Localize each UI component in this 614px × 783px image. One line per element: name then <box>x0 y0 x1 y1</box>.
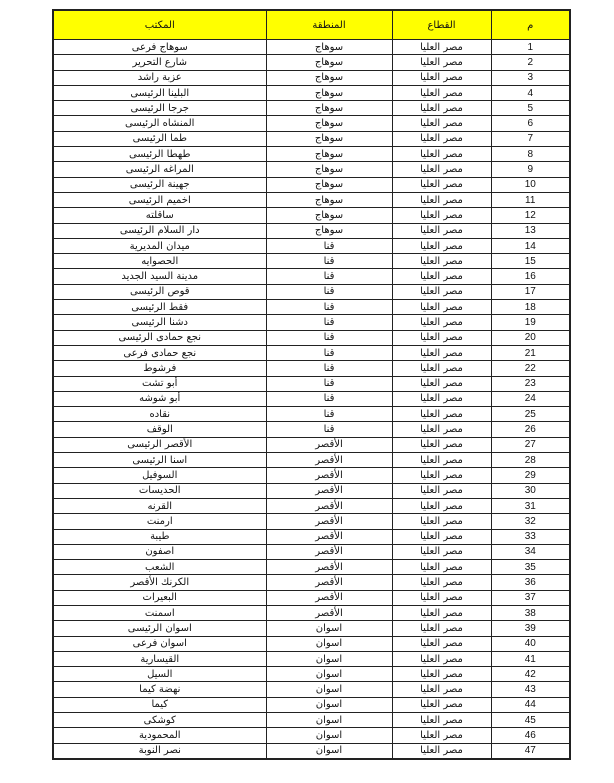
cell-num: 10 <box>491 177 570 192</box>
cell-office: القرنه <box>53 498 266 513</box>
cell-sector: مصر العليا <box>392 116 491 131</box>
cell-num: 20 <box>491 330 570 345</box>
cell-sector: مصر العليا <box>392 55 491 70</box>
cell-num: 3 <box>491 70 570 85</box>
cell-num: 45 <box>491 713 570 728</box>
cell-sector: مصر العليا <box>392 437 491 452</box>
table-row <box>53 254 570 269</box>
cell-office: الأقصر الرئيسى <box>53 437 266 452</box>
cell-sector: مصر العليا <box>392 391 491 406</box>
cell-num: 11 <box>491 192 570 207</box>
cell-office: ميدان المديرية <box>53 238 266 253</box>
cell-office: طما الرئيسى <box>53 131 266 146</box>
cell-sector: مصر العليا <box>392 223 491 238</box>
cell-num: 2 <box>491 55 570 70</box>
cell-num: 36 <box>491 575 570 590</box>
cell-region: سوهاج <box>266 177 392 192</box>
cell-sector: مصر العليا <box>392 529 491 544</box>
table-row <box>53 391 570 406</box>
cell-sector: مصر العليا <box>392 177 491 192</box>
cell-region: سوهاج <box>266 208 392 223</box>
cell-region: الأقصر <box>266 575 392 590</box>
table-row <box>53 743 570 759</box>
table-row <box>53 483 570 498</box>
table-row <box>53 315 570 330</box>
cell-sector: مصر العليا <box>392 269 491 284</box>
cell-region: الأقصر <box>266 468 392 483</box>
table-row <box>53 361 570 376</box>
cell-num: 29 <box>491 468 570 483</box>
cell-num: 39 <box>491 621 570 636</box>
cell-region: اسوان <box>266 667 392 682</box>
header-region: المنطقة <box>266 10 392 40</box>
cell-office: القيسارية <box>53 651 266 666</box>
cell-office: الشعب <box>53 560 266 575</box>
cell-region: قنا <box>266 254 392 269</box>
cell-office: اصفون <box>53 544 266 559</box>
cell-region: قنا <box>266 315 392 330</box>
cell-region: اسوان <box>266 743 392 759</box>
table-row <box>53 468 570 483</box>
table-row <box>53 116 570 131</box>
cell-office: الكرنك الأقصر <box>53 575 266 590</box>
cell-num: 8 <box>491 147 570 162</box>
cell-sector: مصر العليا <box>392 514 491 529</box>
cell-num: 4 <box>491 85 570 100</box>
cell-sector: مصر العليا <box>392 682 491 697</box>
cell-sector: مصر العليا <box>392 70 491 85</box>
cell-region: قنا <box>266 376 392 391</box>
cell-office: اخميم الرئيسى <box>53 192 266 207</box>
cell-sector: مصر العليا <box>392 238 491 253</box>
table-row <box>53 560 570 575</box>
cell-sector: مصر العليا <box>392 743 491 759</box>
table-row <box>53 728 570 743</box>
cell-sector: مصر العليا <box>392 713 491 728</box>
cell-num: 22 <box>491 361 570 376</box>
cell-office: أبو شوشه <box>53 391 266 406</box>
cell-num: 31 <box>491 498 570 513</box>
cell-office: اسوان الرئيسى <box>53 621 266 636</box>
cell-num: 6 <box>491 116 570 131</box>
cell-office: السوفيل <box>53 468 266 483</box>
cell-num: 1 <box>491 40 570 55</box>
cell-region: الأقصر <box>266 498 392 513</box>
cell-sector: مصر العليا <box>392 162 491 177</box>
table-row <box>53 575 570 590</box>
table-row <box>53 407 570 422</box>
table-row <box>53 208 570 223</box>
cell-sector: مصر العليا <box>392 636 491 651</box>
cell-office: اسوان فرعى <box>53 636 266 651</box>
table-row <box>53 101 570 116</box>
table-row <box>53 70 570 85</box>
cell-sector: مصر العليا <box>392 376 491 391</box>
table-row <box>53 651 570 666</box>
cell-num: 38 <box>491 605 570 620</box>
cell-num: 34 <box>491 544 570 559</box>
cell-office: جرجا الرئيسى <box>53 101 266 116</box>
cell-num: 30 <box>491 483 570 498</box>
cell-num: 33 <box>491 529 570 544</box>
cell-region: قنا <box>266 238 392 253</box>
table-row <box>53 376 570 391</box>
cell-num: 15 <box>491 254 570 269</box>
cell-region: اسوان <box>266 651 392 666</box>
cell-office: نجع حمادى فرعى <box>53 345 266 360</box>
cell-sector: مصر العليا <box>392 697 491 712</box>
cell-office: كوشكى <box>53 713 266 728</box>
cell-num: 16 <box>491 269 570 284</box>
cell-sector: مصر العليا <box>392 667 491 682</box>
table-row <box>53 345 570 360</box>
cell-sector: مصر العليا <box>392 254 491 269</box>
cell-sector: مصر العليا <box>392 147 491 162</box>
table-row <box>53 85 570 100</box>
table-row <box>53 131 570 146</box>
cell-region: الأقصر <box>266 590 392 605</box>
cell-region: قنا <box>266 284 392 299</box>
table-row <box>53 238 570 253</box>
table-row <box>53 162 570 177</box>
cell-region: اسوان <box>266 682 392 697</box>
cell-office: دشنا الرئيسى <box>53 315 266 330</box>
cell-num: 5 <box>491 101 570 116</box>
cell-sector: مصر العليا <box>392 453 491 468</box>
cell-sector: مصر العليا <box>392 284 491 299</box>
table-row <box>53 192 570 207</box>
cell-office: الحصوايه <box>53 254 266 269</box>
cell-sector: مصر العليا <box>392 468 491 483</box>
cell-num: 13 <box>491 223 570 238</box>
table-row <box>53 697 570 712</box>
table-row <box>53 300 570 315</box>
cell-office: ارمنت <box>53 514 266 529</box>
header-row <box>53 10 570 40</box>
cell-office: المحمودية <box>53 728 266 743</box>
cell-sector: مصر العليا <box>392 101 491 116</box>
cell-region: الأقصر <box>266 514 392 529</box>
cell-sector: مصر العليا <box>392 605 491 620</box>
cell-sector: مصر العليا <box>392 345 491 360</box>
cell-region: الأقصر <box>266 529 392 544</box>
table-row <box>53 40 570 55</box>
cell-num: 14 <box>491 238 570 253</box>
cell-office: كيما <box>53 697 266 712</box>
cell-region: سوهاج <box>266 116 392 131</box>
cell-num: 41 <box>491 651 570 666</box>
cell-num: 17 <box>491 284 570 299</box>
cell-region: سوهاج <box>266 131 392 146</box>
cell-office: سوهاج فرعى <box>53 40 266 55</box>
cell-num: 7 <box>491 131 570 146</box>
cell-region: اسوان <box>266 728 392 743</box>
header-num: م <box>491 10 570 40</box>
table-row <box>53 590 570 605</box>
cell-office: اسمنت <box>53 605 266 620</box>
table-row <box>53 147 570 162</box>
cell-num: 35 <box>491 560 570 575</box>
cell-region: سوهاج <box>266 55 392 70</box>
cell-num: 43 <box>491 682 570 697</box>
cell-num: 47 <box>491 743 570 759</box>
cell-office: الوقف <box>53 422 266 437</box>
header-sector: القطاع <box>392 10 491 40</box>
cell-sector: مصر العليا <box>392 315 491 330</box>
cell-sector: مصر العليا <box>392 575 491 590</box>
table-row <box>53 682 570 697</box>
cell-region: سوهاج <box>266 101 392 116</box>
cell-sector: مصر العليا <box>392 422 491 437</box>
cell-region: الأقصر <box>266 605 392 620</box>
cell-region: سوهاج <box>266 192 392 207</box>
cell-sector: مصر العليا <box>392 40 491 55</box>
cell-sector: مصر العليا <box>392 192 491 207</box>
cell-office: مدينة السيد الجديد <box>53 269 266 284</box>
cell-num: 40 <box>491 636 570 651</box>
cell-num: 27 <box>491 437 570 452</box>
cell-office: نجع حمادى الرئيسى <box>53 330 266 345</box>
cell-region: سوهاج <box>266 40 392 55</box>
cell-region: قنا <box>266 422 392 437</box>
table-row <box>53 55 570 70</box>
table-row <box>53 621 570 636</box>
cell-num: 19 <box>491 315 570 330</box>
cell-office: طهطا الرئيسى <box>53 147 266 162</box>
cell-office: أبو تشت <box>53 376 266 391</box>
cell-sector: مصر العليا <box>392 728 491 743</box>
cell-region: سوهاج <box>266 147 392 162</box>
cell-sector: مصر العليا <box>392 208 491 223</box>
cell-region: قنا <box>266 391 392 406</box>
cell-office: شارع التحرير <box>53 55 266 70</box>
cell-num: 28 <box>491 453 570 468</box>
table-row <box>53 544 570 559</box>
cell-office: اسنا الرئيسى <box>53 453 266 468</box>
cell-region: قنا <box>266 361 392 376</box>
cell-office: عزبة راشد <box>53 70 266 85</box>
cell-num: 26 <box>491 422 570 437</box>
cell-sector: مصر العليا <box>392 407 491 422</box>
cell-num: 32 <box>491 514 570 529</box>
cell-region: اسوان <box>266 713 392 728</box>
cell-region: اسوان <box>266 697 392 712</box>
cell-region: قنا <box>266 407 392 422</box>
cell-num: 44 <box>491 697 570 712</box>
cell-office: البعيرات <box>53 590 266 605</box>
cell-num: 46 <box>491 728 570 743</box>
cell-region: الأقصر <box>266 544 392 559</box>
cell-office: نهضة كيما <box>53 682 266 697</box>
cell-num: 12 <box>491 208 570 223</box>
table-row <box>53 713 570 728</box>
cell-region: قنا <box>266 330 392 345</box>
table-row <box>53 453 570 468</box>
cell-num: 9 <box>491 162 570 177</box>
cell-num: 18 <box>491 300 570 315</box>
cell-region: قنا <box>266 269 392 284</box>
cell-region: الأقصر <box>266 453 392 468</box>
cell-sector: مصر العليا <box>392 651 491 666</box>
table-row <box>53 667 570 682</box>
table-row <box>53 223 570 238</box>
table-row <box>53 422 570 437</box>
table-row <box>53 269 570 284</box>
cell-sector: مصر العليا <box>392 330 491 345</box>
cell-num: 21 <box>491 345 570 360</box>
table-row <box>53 330 570 345</box>
table-row <box>53 284 570 299</box>
cell-office: السيل <box>53 667 266 682</box>
table-row <box>53 514 570 529</box>
offices-table <box>52 9 571 760</box>
cell-sector: مصر العليا <box>392 131 491 146</box>
cell-office: نقاده <box>53 407 266 422</box>
table-row <box>53 437 570 452</box>
cell-region: اسوان <box>266 621 392 636</box>
cell-region: سوهاج <box>266 70 392 85</box>
cell-office: جهينة الرئيسى <box>53 177 266 192</box>
cell-region: الأقصر <box>266 437 392 452</box>
cell-num: 42 <box>491 667 570 682</box>
cell-sector: مصر العليا <box>392 544 491 559</box>
cell-office: دار السلام الرئيسى <box>53 223 266 238</box>
cell-num: 24 <box>491 391 570 406</box>
cell-region: سوهاج <box>266 85 392 100</box>
cell-office: طيبة <box>53 529 266 544</box>
cell-office: فرشوط <box>53 361 266 376</box>
cell-sector: مصر العليا <box>392 85 491 100</box>
cell-sector: مصر العليا <box>392 621 491 636</box>
table-row <box>53 498 570 513</box>
cell-region: الأقصر <box>266 560 392 575</box>
cell-office: الحديسات <box>53 483 266 498</box>
header-office: المكتب <box>53 10 266 40</box>
cell-office: المنشاه الرئيسى <box>53 116 266 131</box>
cell-num: 23 <box>491 376 570 391</box>
cell-sector: مصر العليا <box>392 361 491 376</box>
table-row <box>53 605 570 620</box>
table-row <box>53 529 570 544</box>
cell-num: 25 <box>491 407 570 422</box>
cell-num: 37 <box>491 590 570 605</box>
table-row <box>53 177 570 192</box>
cell-region: سوهاج <box>266 223 392 238</box>
cell-region: اسوان <box>266 636 392 651</box>
cell-sector: مصر العليا <box>392 590 491 605</box>
cell-region: قنا <box>266 345 392 360</box>
cell-office: قوص الرئيسى <box>53 284 266 299</box>
cell-office: نصر النوبة <box>53 743 266 759</box>
cell-region: الأقصر <box>266 483 392 498</box>
cell-sector: مصر العليا <box>392 560 491 575</box>
cell-office: فقط الرئيسى <box>53 300 266 315</box>
cell-office: ساقلته <box>53 208 266 223</box>
cell-region: قنا <box>266 300 392 315</box>
cell-office: المراغه الرئيسى <box>53 162 266 177</box>
table-row <box>53 636 570 651</box>
cell-sector: مصر العليا <box>392 300 491 315</box>
cell-office: البلينا الرئيسى <box>53 85 266 100</box>
cell-sector: مصر العليا <box>392 483 491 498</box>
cell-region: سوهاج <box>266 162 392 177</box>
cell-sector: مصر العليا <box>392 498 491 513</box>
